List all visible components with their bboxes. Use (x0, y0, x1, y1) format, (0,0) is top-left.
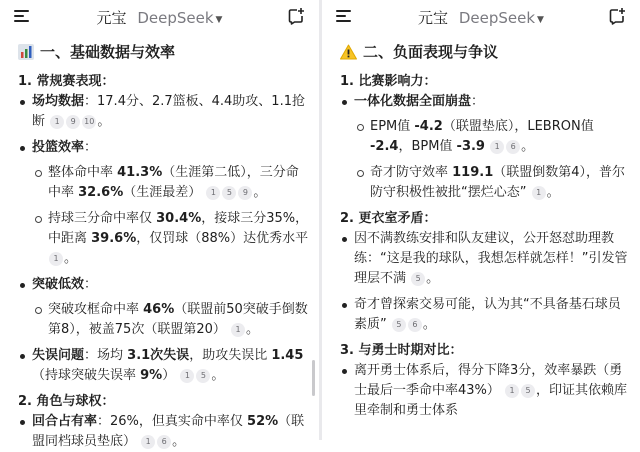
stat-value: 9% (140, 368, 163, 383)
model-selector[interactable] (459, 9, 544, 27)
stat-value: -2.4 (370, 139, 399, 154)
list-item (18, 275, 309, 340)
citation-badge[interactable]: 1 (532, 186, 546, 200)
citation-badge[interactable]: 1 (180, 369, 194, 383)
sub-list-item: 奇才防守效率 119.1（联盟倒数第4），普尔防守积极性被批“摆烂心态” 1 。 (354, 163, 630, 203)
citation-badge[interactable]: 6 (408, 318, 422, 332)
item-text: （联盟同档球员垫底） (32, 414, 305, 449)
item-text: 整体命中率 (48, 165, 118, 180)
item-text: 离开勇士体系后，得分下降3分，效率暴跌（勇士最后一季命中率43%） (354, 363, 623, 398)
left-chat-panel (0, 0, 319, 449)
stat-value: -4.2 (414, 119, 443, 134)
stat-value: 39.6% (91, 231, 137, 246)
citation-badge[interactable]: 9 (66, 115, 80, 129)
stat-value: 1.45 (271, 348, 304, 363)
citation-badge[interactable]: 1 (206, 186, 220, 200)
item-label: 突破低效 (32, 277, 85, 292)
item-text: ： (84, 277, 98, 292)
stat-value: 3.1次失误 (127, 348, 190, 363)
section-title: 二、负面表现与争议 (363, 43, 499, 61)
list-item: 场均数据：17.4分、2.7篮板、4.4助攻、1.1抢断 1 9 10 。 (18, 92, 309, 132)
section-heading (18, 41, 309, 63)
caret-down-icon: ▼ (215, 15, 223, 25)
sub-list-item: EPM值 -4.2（联盟垫底），LEBRON值 -2.4，BPM值 -3.9 1 6 。 (354, 117, 630, 157)
sub-list-item: 整体命中率 41.3%（生涯第二低），三分命中率 32.6%（生涯最差） 1 5 9 。 (32, 163, 309, 203)
item-label: 投篮效率 (32, 140, 85, 155)
item-text: （生涯第二低），三分命中率 (48, 165, 299, 200)
item-text: 奇才曾探索交易可能，认为其“不具备基石球员素质” (354, 297, 621, 332)
bullet-list (18, 92, 309, 386)
citation-badge[interactable]: 5 (196, 369, 210, 383)
subsection-title: 3. 与勇士时期对比： (340, 343, 463, 358)
new-chat-icon[interactable] (608, 7, 626, 25)
sub-list (32, 300, 309, 340)
bullet-list (340, 361, 630, 421)
subsection-title: 1. 常规赛表现： (18, 74, 115, 89)
citation-badge[interactable]: 6 (506, 140, 520, 154)
citation-badge[interactable]: 5 (411, 272, 425, 286)
list-item (340, 92, 630, 203)
item-text: ） (162, 368, 176, 383)
citation-badge[interactable]: 10 (82, 115, 96, 129)
item-text: （持球突破失误率 (32, 368, 141, 383)
sub-list (32, 163, 309, 269)
citation-badge[interactable]: 1 (141, 435, 155, 449)
left-top-bar (0, 0, 319, 34)
citation-badge[interactable]: 1 (49, 252, 63, 266)
item-text: （联盟垫底），LEBRON值 (442, 119, 594, 134)
subsection-title: 2. 角色与球权： (18, 394, 115, 409)
item-text: EPM值 (370, 119, 415, 134)
item-text: （生涯最差） (123, 185, 202, 200)
list-item (340, 361, 630, 421)
bottom-fade (322, 420, 640, 440)
list-item (18, 138, 309, 269)
item-text: （联盟倒数第4），普尔防守积极性被批“摆烂心态” (370, 165, 626, 200)
caret-down-icon: ▼ (537, 15, 544, 25)
item-label: 一体化数据全面崩盘 (354, 94, 472, 109)
citation-badge[interactable]: 1 (231, 323, 245, 337)
model-name: DeepSeek (137, 9, 214, 27)
citation-badge[interactable]: 5 (222, 186, 236, 200)
item-text: ：场均 (84, 348, 128, 363)
right-top-bar (322, 0, 640, 34)
item-text: ，BPM值 (398, 139, 457, 154)
stat-value: 52% (247, 414, 279, 429)
citation-badge[interactable]: 1 (505, 384, 519, 398)
list-item: 失误问题：场均 3.1次失误，助攻失误比 1.45（持球突破失误率 9%） 1 5 。 (18, 346, 309, 386)
sub-list (354, 117, 630, 203)
sub-list-item: 持球三分命中率仅 30.4%，接球三分35%，中距离 39.6%，仅罚球（88%）达优秀水平 1 。 (32, 209, 309, 269)
list-item: 回合占有率：26%，但真实命中率仅 52%（联盟同档球员垫底） 1 6 。 (18, 412, 309, 452)
item-text: ：26%，但真实命中率仅 (97, 414, 248, 429)
new-chat-icon[interactable] (287, 7, 305, 25)
bar-chart-icon (18, 44, 34, 60)
section-title: 一、基础数据与效率 (40, 43, 176, 61)
citation-badge[interactable]: 9 (238, 186, 252, 200)
item-label: 场均数据 (32, 94, 85, 109)
subsection-title: 1. 比赛影响力： (340, 74, 437, 89)
subsection-title: 2. 更衣室矛盾： (340, 211, 437, 226)
right-message-content (322, 34, 640, 421)
stat-value: 41.3% (117, 165, 163, 180)
bullet-list (18, 412, 309, 452)
section-heading (340, 41, 630, 63)
item-text: 持球三分命中率仅 (48, 211, 157, 226)
item-text: ： (84, 140, 98, 155)
citation-badge[interactable]: 5 (521, 384, 535, 398)
model-name: DeepSeek (458, 9, 536, 27)
citation-badge[interactable]: 6 (157, 435, 171, 449)
sub-list-item: 突破攻框命中率 46%（联盟前50突破手倒数第8），被盖75次（联盟第20） 1 。 (32, 300, 309, 340)
app-name: 元宝 (418, 9, 449, 27)
citation-badge[interactable]: 5 (392, 318, 406, 332)
app-name: 元宝 (96, 9, 127, 27)
item-label: 失误问题 (32, 348, 85, 363)
citation-badge[interactable]: 1 (490, 140, 504, 154)
stat-value: 46% (143, 302, 175, 317)
item-text: ，接球三分35%，中距离 (48, 211, 309, 246)
item-text: 奇才防守效率 (370, 165, 453, 180)
item-text: （联盟前50突破手倒数第8），被盖75次（联盟第20） (48, 302, 308, 337)
item-text: ，仅罚球（88%）达优秀水平 (136, 231, 309, 246)
item-label: 回合占有率 (32, 414, 98, 429)
warning-icon (340, 44, 357, 60)
list-item: 因不满教练安排和队友建议，公开怒怼助理教练：“这是我的球队，我想怎样就怎样！”引发管理层不满 5 。 (340, 229, 630, 289)
bullet-list (340, 229, 630, 335)
app-title (0, 7, 319, 28)
item-text: ：17.4分、2.7篮板、4.4助攻、1.1抢断 (32, 94, 305, 129)
stat-value: 30.4% (156, 211, 202, 226)
item-text: 因不满教练安排和队友建议，公开怒怼助理教练：“这是我的球队，我想怎样就怎样！”引发管理层不满 (354, 231, 628, 286)
stat-value: 119.1 (452, 165, 494, 180)
list-item: 奇才曾探索交易可能，认为其“不具备基石球员素质” 5 6 。 (340, 295, 630, 335)
left-message-content (0, 34, 319, 452)
item-text: 突破攻框命中率 (48, 302, 144, 317)
stat-value: 32.6% (78, 185, 124, 200)
scrollbar-thumb[interactable] (312, 360, 315, 396)
item-text: ，助攻失误比 (189, 348, 272, 363)
item-text: ： (471, 94, 485, 109)
right-chat-panel (322, 0, 640, 440)
app-title (322, 7, 640, 28)
bullet-list (340, 92, 630, 203)
model-selector[interactable] (137, 9, 222, 27)
stat-value: -3.9 (456, 139, 485, 154)
citation-badge[interactable]: 1 (50, 115, 64, 129)
item-text: ，印证其依赖库里牵制和勇士体系 (354, 383, 628, 418)
